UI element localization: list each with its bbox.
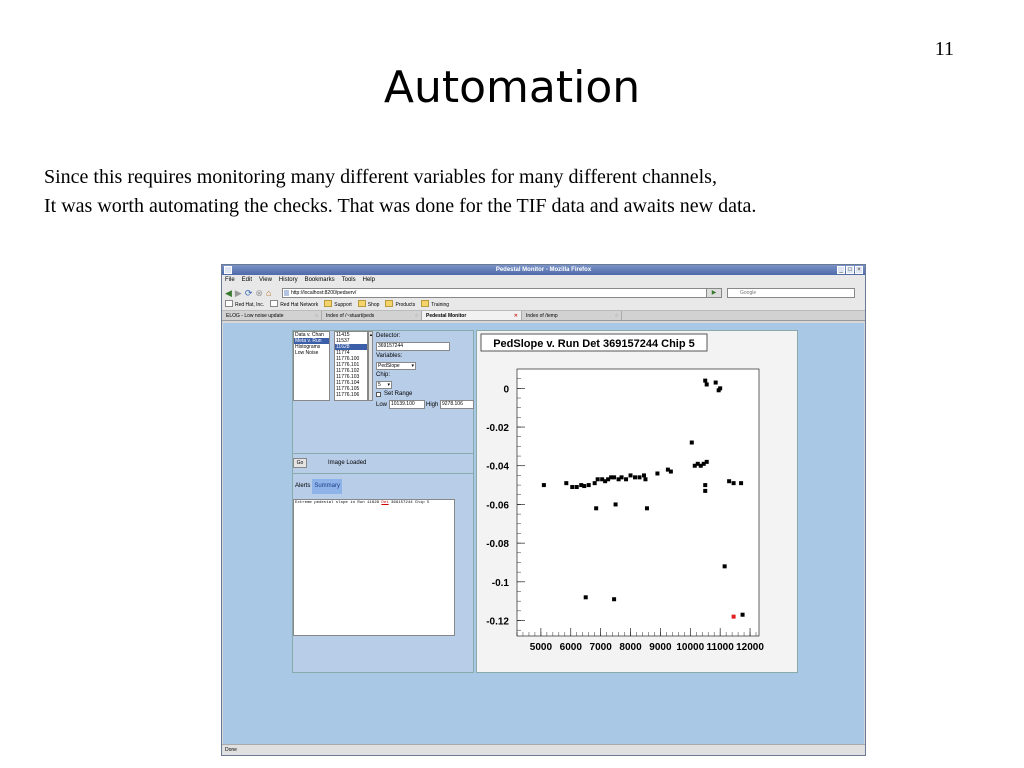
run-list-item[interactable]: 11415 bbox=[336, 332, 350, 338]
menu-bookmarks[interactable]: Bookmarks bbox=[304, 277, 335, 283]
y-tick-label: -0.04 bbox=[486, 461, 509, 473]
divider bbox=[293, 473, 473, 474]
x-tick-label: 12000 bbox=[736, 642, 764, 653]
search-field[interactable]: Google bbox=[727, 288, 855, 298]
data-point bbox=[703, 489, 707, 493]
browser-window bbox=[221, 264, 866, 756]
x-tick-label: 6000 bbox=[559, 642, 582, 653]
data-point bbox=[703, 379, 707, 383]
tab-elog[interactable] bbox=[222, 311, 322, 320]
back-arrow-icon[interactable]: ◀ bbox=[225, 288, 232, 298]
scatter-chart bbox=[477, 331, 797, 672]
bookmark-folder[interactable]: Products bbox=[385, 300, 415, 310]
data-point bbox=[690, 441, 694, 445]
data-point bbox=[584, 595, 588, 599]
home-icon[interactable]: ⌂ bbox=[265, 288, 272, 298]
view-list-item[interactable]: Data v. Chan bbox=[295, 332, 324, 338]
tab-close-icon[interactable]: ○ bbox=[414, 313, 418, 319]
view-list-item[interactable]: Low Noise bbox=[295, 350, 319, 356]
data-point bbox=[637, 475, 641, 479]
y-tick-label: -0.02 bbox=[486, 423, 509, 435]
tab-pedestal-monitor[interactable] bbox=[422, 311, 522, 320]
data-point bbox=[633, 475, 637, 479]
menu-help[interactable]: Help bbox=[362, 277, 375, 283]
tab-close-icon[interactable]: ○ bbox=[614, 313, 618, 319]
menu-view[interactable]: View bbox=[259, 277, 272, 283]
data-point bbox=[642, 473, 646, 477]
run-list-item[interactable]: 11776.104 bbox=[336, 380, 360, 386]
view-list-item[interactable]: Meta v. Run bbox=[294, 338, 329, 344]
data-point bbox=[575, 485, 579, 489]
slide-body bbox=[44, 163, 1004, 221]
data-point bbox=[732, 481, 736, 485]
plot-frame bbox=[517, 369, 759, 636]
data-point bbox=[645, 506, 649, 510]
bookmark-folder[interactable]: Support bbox=[324, 300, 352, 310]
run-list-item[interactable]: 11776.100 bbox=[336, 356, 360, 362]
navigation-toolbar bbox=[222, 286, 865, 300]
y-tick-label: -0.08 bbox=[486, 539, 509, 551]
tab-label: Index of /~stuart/peds bbox=[326, 313, 375, 319]
x-tick-label: 11000 bbox=[706, 642, 734, 653]
run-list-item[interactable]: 11537 bbox=[336, 338, 350, 344]
plot-canvas bbox=[476, 330, 798, 673]
data-point bbox=[723, 564, 727, 568]
menu-history[interactable]: History bbox=[278, 277, 298, 283]
data-point bbox=[739, 481, 743, 485]
set-range-checkbox[interactable] bbox=[376, 392, 381, 397]
slide-title: Automation bbox=[383, 62, 641, 113]
tab-index-peds[interactable] bbox=[322, 311, 422, 320]
summary-det: Det bbox=[381, 501, 389, 505]
tab-summary[interactable]: Summary bbox=[312, 479, 342, 494]
detector-input[interactable]: 369157244 bbox=[376, 342, 450, 351]
menu-bar bbox=[222, 275, 865, 286]
data-point bbox=[741, 613, 745, 617]
detector-label: Detector: bbox=[376, 333, 401, 339]
data-point bbox=[620, 475, 624, 479]
tab-close-icon[interactable]: ✕ bbox=[513, 313, 518, 319]
run-list[interactable] bbox=[334, 331, 368, 401]
data-point bbox=[596, 477, 600, 481]
bookmark-item[interactable]: Red Hat, Inc. bbox=[225, 300, 264, 310]
summary-text: Extreme pedestal slope in Run 11628 bbox=[295, 501, 382, 505]
load-status: Image Loaded bbox=[328, 460, 367, 466]
data-point bbox=[727, 479, 731, 483]
chip-select[interactable] bbox=[376, 381, 392, 389]
bookmarks-toolbar bbox=[222, 300, 865, 311]
status-bar: Done bbox=[222, 744, 865, 755]
data-point bbox=[612, 475, 616, 479]
x-tick-label: 7000 bbox=[589, 642, 612, 653]
data-point bbox=[593, 481, 597, 485]
data-point bbox=[624, 477, 628, 481]
divider bbox=[293, 453, 473, 454]
chevron-down-icon: ▾ bbox=[411, 363, 414, 369]
data-point bbox=[655, 471, 659, 475]
run-list-item[interactable]: 11774 bbox=[336, 350, 350, 356]
bookmark-folder[interactable]: Shop bbox=[358, 300, 380, 310]
run-list-scrollbar[interactable]: ▲ bbox=[368, 331, 373, 401]
tab-bar bbox=[222, 311, 865, 321]
run-list-item[interactable]: 11776.103 bbox=[336, 374, 360, 380]
data-point bbox=[643, 477, 647, 481]
reload-icon[interactable]: ⟳ bbox=[244, 288, 253, 298]
high-label: High bbox=[426, 402, 439, 408]
menu-tools[interactable]: Tools bbox=[341, 277, 356, 283]
data-point bbox=[703, 483, 707, 487]
tab-alerts[interactable]: Alerts bbox=[295, 483, 311, 489]
summary-textarea[interactable] bbox=[293, 499, 455, 636]
bookmark-folder[interactable]: Training bbox=[421, 300, 449, 310]
stop-icon[interactable]: ⊗ bbox=[255, 288, 263, 298]
y-tick-label: -0.1 bbox=[491, 577, 509, 589]
url-field[interactable]: http://localhost:8200/pedserv/ bbox=[282, 288, 722, 298]
data-point bbox=[587, 483, 591, 487]
data-point bbox=[564, 481, 568, 485]
tab-index-temp[interactable] bbox=[522, 311, 622, 320]
view-list[interactable] bbox=[293, 331, 330, 401]
low-input[interactable]: 10139.100 bbox=[389, 400, 425, 409]
x-tick-label: 10000 bbox=[676, 642, 705, 653]
chart-title: PedSlope v. Run Det 369157244 Chip 5 bbox=[493, 338, 695, 350]
data-point bbox=[714, 381, 718, 385]
tab-label: Index of /temp bbox=[526, 313, 558, 319]
set-range-label: Set Range bbox=[384, 391, 413, 397]
y-tick-label: 0 bbox=[503, 384, 509, 396]
data-point bbox=[705, 460, 709, 464]
high-input[interactable]: 9278.106 bbox=[440, 400, 474, 409]
run-list-item[interactable]: 11776.101 bbox=[336, 362, 360, 368]
run-list-item[interactable]: 11628 bbox=[335, 344, 367, 350]
x-tick-label: 8000 bbox=[619, 642, 642, 653]
tab-close-icon[interactable]: ○ bbox=[314, 313, 318, 319]
view-list-item[interactable]: Histograms bbox=[295, 344, 321, 350]
run-list-item[interactable]: 11776.102 bbox=[336, 368, 360, 374]
tab-label: Pedestal Monitor bbox=[426, 313, 467, 319]
menu-edit[interactable]: Edit bbox=[241, 277, 253, 283]
x-tick-label: 9000 bbox=[649, 642, 672, 653]
chip-value: 5 bbox=[378, 382, 381, 388]
forward-arrow-icon[interactable]: ▶ bbox=[234, 288, 242, 298]
go-button[interactable]: Go bbox=[293, 458, 307, 468]
data-point bbox=[718, 386, 722, 390]
tab-label: ELOG - Low noise update bbox=[226, 313, 284, 319]
page-content bbox=[223, 323, 864, 745]
control-panel bbox=[292, 330, 474, 673]
go-arrow-icon[interactable]: ▶ bbox=[706, 288, 722, 298]
minimize-icon[interactable]: _ bbox=[837, 266, 845, 274]
data-point bbox=[570, 485, 574, 489]
data-point bbox=[582, 484, 586, 488]
variables-value: PedSlope bbox=[378, 363, 400, 369]
chevron-down-icon: ▾ bbox=[387, 382, 390, 388]
data-point bbox=[629, 473, 633, 477]
data-point bbox=[612, 597, 616, 601]
summary-text-end: 369157244 Chip 5 bbox=[388, 501, 430, 505]
maximize-icon[interactable]: □ bbox=[846, 266, 854, 274]
bookmark-item[interactable]: Red Hat Network bbox=[270, 300, 318, 310]
slide-number: 11 bbox=[934, 38, 954, 60]
data-point bbox=[705, 382, 709, 386]
close-icon[interactable]: × bbox=[855, 266, 863, 274]
output-tabs bbox=[293, 479, 342, 494]
chip-label: Chip: bbox=[376, 372, 391, 378]
data-point bbox=[614, 502, 618, 506]
menu-file[interactable]: File bbox=[225, 277, 235, 283]
data-point bbox=[669, 470, 673, 474]
variables-label: Variables: bbox=[376, 353, 403, 359]
y-tick-label: -0.06 bbox=[486, 500, 509, 512]
variables-select[interactable] bbox=[376, 362, 416, 370]
data-point bbox=[594, 506, 598, 510]
x-tick-label: 5000 bbox=[529, 642, 553, 653]
low-label: Low bbox=[376, 402, 388, 408]
slide-body-line-2: It was worth automating the checks. That was done for the TIF data and awaits new data. bbox=[44, 195, 757, 217]
data-point bbox=[542, 483, 546, 487]
y-tick-label: -0.12 bbox=[486, 616, 509, 628]
run-list-item[interactable]: 11776.106 bbox=[336, 392, 360, 398]
window-titlebar[interactable] bbox=[222, 265, 865, 275]
window-title: Pedestal Monitor - Mozilla Firefox bbox=[495, 267, 592, 273]
run-list-item[interactable]: 11776.105 bbox=[336, 386, 360, 392]
highlighted-point bbox=[732, 615, 736, 619]
slide-body-line-1: Since this requires monitoring many different variables for many different channels, bbox=[44, 166, 717, 188]
